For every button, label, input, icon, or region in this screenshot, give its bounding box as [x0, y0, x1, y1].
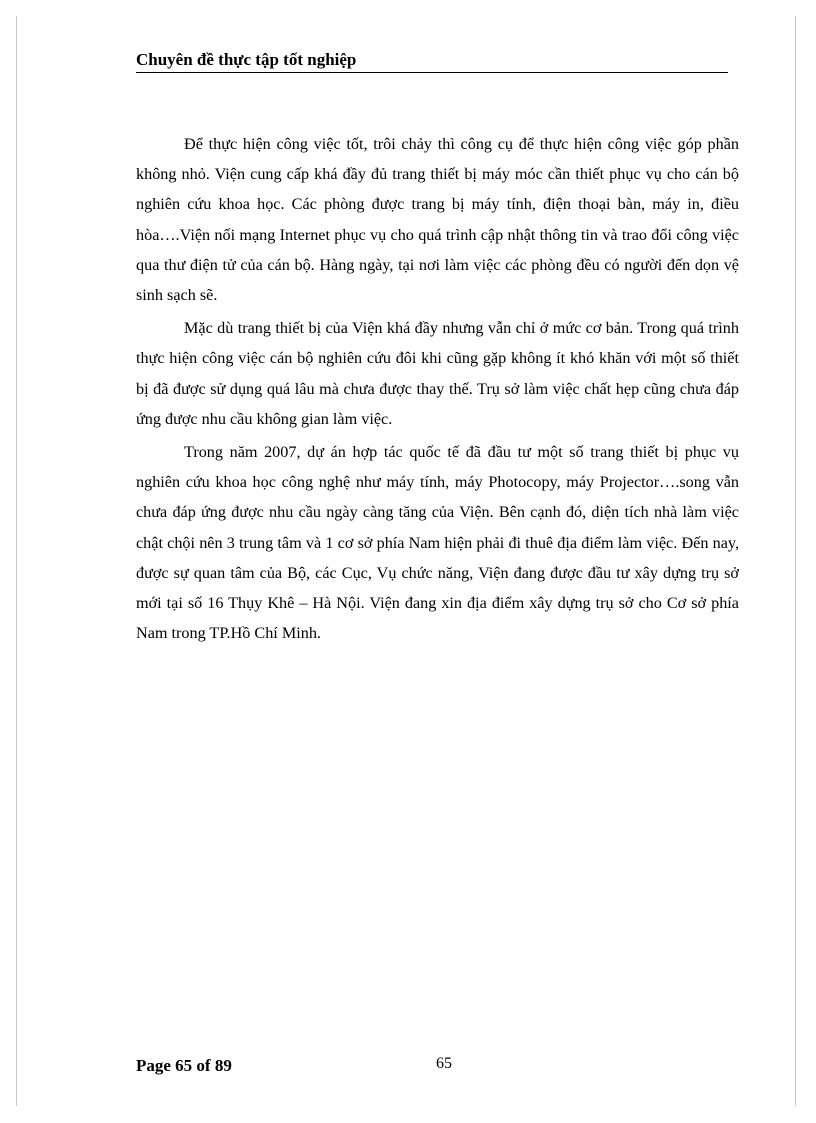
header-title: Chuyên đề thực tập tốt nghiệp — [136, 50, 357, 69]
page-header — [136, 48, 728, 73]
paragraph-limitations: Mặc dù trang thiết bị của Viện khá đầy nhưng vẫn chỉ ở mức cơ bản. Trong quá trình thực hiện công việc cán bộ nghiên cứu đôi khi cũng gặp không ít khó khăn với một số thiết bị đã được sử dụng quá lâu mà chưa được thay thế. Trụ sở làm việc chất hẹp cũng chưa đáp ứng được nhu cầu không gian làm việc. — [136, 319, 739, 428]
paragraph-investment: Trong năm 2007, dự án hợp tác quốc tế đã đầu tư một số trang thiết bị phục vụ nghiên cứu khoa học công nghệ như máy tính, máy Photocopy, máy Projector….song vẫn chưa đáp ứng được nhu cầu ngày càng tăng của Viện. Bên cạnh đó, diện tích nhà làm việc chật chội nên 3 trung tâm và 1 cơ sở phía Nam hiện phải đi thuê địa điểm làm việc. Đến nay, được sự quan tâm của Bộ, các Cục, Vụ chức năng, Viện đang được đầu tư xây dựng trụ sở mới tại số 16 Thụy Khê – Hà Nội. Viện đang xin địa điểm xây dựng trụ sở cho Cơ sở phía Nam trong TP.Hồ Chí Minh. — [136, 443, 739, 643]
paragraph-equipment: Để thực hiện công việc tốt, trôi chảy thì công cụ để thực hiện công việc góp phần không nhỏ. Viện cung cấp khá đầy đủ trang thiết bị máy móc cần thiết phục vụ cho cán bộ nghiên cứu khoa học. Các phòng được trang bị máy tính, điện thoại bàn, máy in, điều hòa….Viện nối mạng Internet phục vụ cho quá trình cập nhật thông tin và trao đổi công việc qua thư điện tử của cán bộ. Hàng ngày, tại nơi làm việc các phòng đều có người đến dọn vệ sinh sạch sẽ. — [136, 135, 739, 305]
footer-page-label: Page 65 of 89 — [136, 1056, 232, 1075]
document-body — [136, 129, 739, 651]
footer-page-number: 65 — [436, 1055, 452, 1072]
